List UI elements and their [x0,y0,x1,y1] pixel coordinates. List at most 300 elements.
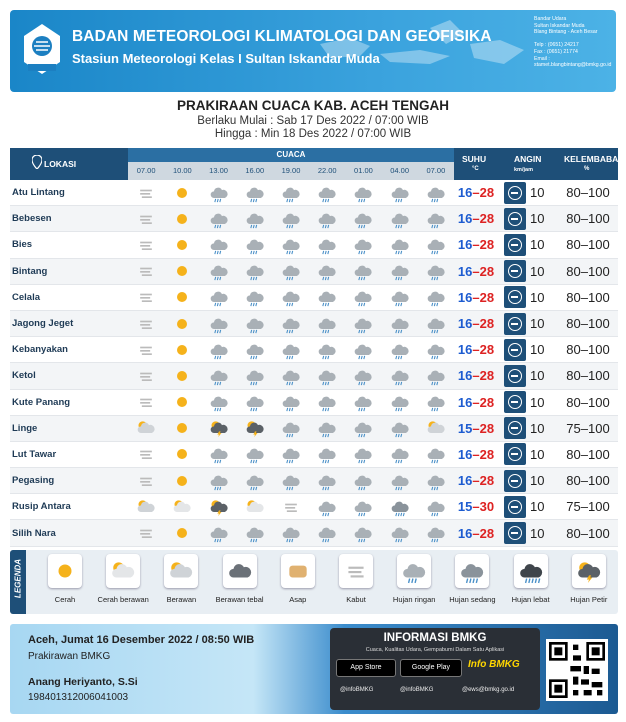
weather-icons [128,180,454,205]
weather-cell [128,520,164,545]
temp-min: 16 [457,211,473,227]
temp-min: 16 [457,237,473,253]
temperature [450,473,502,488]
wind-direction-icon [504,234,526,256]
hujan-petir-icon [209,497,229,517]
hujan-ringan-icon [317,287,337,307]
legend-label: Hujan lebat [511,595,550,604]
legend-label: Berawan tebal [215,595,264,604]
hujan-ringan-icon [245,209,265,229]
temp-min: 16 [457,525,473,541]
weather-cell [345,232,381,257]
table-row [10,206,618,232]
location-name: Atu Lintang [12,187,65,199]
table-row [10,520,618,546]
weather-cell [309,416,345,441]
weather-cell [164,442,200,467]
weather-icons [128,390,454,415]
location-name: Pegasing [12,475,55,487]
temp-min: 15 [457,420,473,436]
legend-item [385,554,443,604]
kabut-icon [136,392,156,412]
legend-tag-label: LEGENDA [13,558,23,599]
temp-min: 16 [457,473,473,489]
instagram-handle[interactable]: @infoBMKG [400,687,434,693]
weather-cell [200,494,236,519]
weather-icons [128,285,454,310]
weather-cell [200,206,236,231]
temp-max: 28 [479,263,495,279]
weather-cell [164,311,200,336]
weather-cell [418,337,454,362]
hujan-ringan-icon [245,287,265,307]
cerah-icon [172,314,192,334]
hujan-ringan-icon [245,366,265,386]
weather-cell [200,337,236,362]
table-row [10,363,618,389]
cerah-icon [172,340,192,360]
weather-cell [382,390,418,415]
weather-cell [237,390,273,415]
wind-direction-icon [504,391,526,413]
hujan-ringan-icon [281,418,301,438]
hujan-ringan-icon [209,340,229,360]
kabut-icon [136,261,156,281]
hujan-ringan-icon [317,340,337,360]
temp-max: 28 [479,289,495,305]
temp-max: 28 [479,211,495,227]
weather-cell [128,232,164,257]
weather-cell [237,363,273,388]
hujan-ringan-icon [209,235,229,255]
hujan-ringan-icon [426,183,446,203]
location-name: Kebanyakan [12,344,68,356]
forecast-title-block [0,98,626,140]
weather-cell [345,520,381,545]
hujan-lebat-icon [518,558,544,584]
contact-address [534,16,614,69]
kabut-icon [136,235,156,255]
temp-max: 28 [479,185,495,201]
location-name: Lut Tawar [12,448,57,460]
weather-cell [309,180,345,205]
hujan-ringan-icon [209,392,229,412]
hujan-ringan-icon [317,497,337,517]
weather-cell [382,285,418,310]
forecaster-name: Anang Heriyanto, S.Si [28,676,138,688]
header-angin: ANGIN [514,154,542,164]
time-slot: 19.00 [281,166,301,175]
temperature [450,264,502,279]
legend-item [211,554,269,604]
hujan-ringan-icon [426,209,446,229]
hujan-ringan-icon [209,471,229,491]
weather-cell [273,363,309,388]
kabut-icon [136,523,156,543]
wind-direction-icon [504,260,526,282]
weather-cell [128,494,164,519]
weather-cell [164,206,200,231]
temp-min: 16 [457,289,473,305]
location-name: Celala [12,291,40,303]
weather-cell [164,468,200,493]
forecaster-role: Prakirawan BMKG [28,651,111,662]
location-name: Bintang [12,265,48,277]
weather-icons [128,520,454,545]
hujan-ringan-icon [353,418,373,438]
temp-max: 28 [479,342,495,358]
table-row [10,285,618,311]
twitter-handle[interactable]: @infoBMKG [340,687,374,693]
hujan-ringan-icon [390,235,410,255]
kabut-icon [136,209,156,229]
wind-speed: 10 [530,525,545,541]
hujan-ringan-icon [245,314,265,334]
weather-cell [382,337,418,362]
wind-speed: 10 [530,499,545,515]
weather-cell [382,259,418,284]
address-line: Fax : (0651) 21774 [534,48,578,55]
cerah-icon [172,523,192,543]
temperature [450,368,502,383]
location-name: Ketol [12,370,36,382]
forecaster-nip: 198401312006041003 [28,692,129,703]
hujan-ringan-icon [281,209,301,229]
weather-cell [382,416,418,441]
weather-cell [382,363,418,388]
weather-cell [309,468,345,493]
weather-cell [309,494,345,519]
weather-cell [237,520,273,545]
hujan-ringan-icon [390,366,410,386]
temp-min: 16 [457,185,473,201]
hujan-petir-icon [576,558,602,584]
weather-icons [128,259,454,284]
legend-icon-box [514,554,548,588]
temperature [450,421,502,436]
address-line: Bandar Udara [534,16,567,22]
weather-cell [309,442,345,467]
temp-separator: – [472,342,480,358]
hujan-ringan-icon [209,261,229,281]
weather-cell [128,442,164,467]
qr-code[interactable] [546,639,608,701]
table-body [10,180,618,547]
weather-icons [128,442,454,467]
legend-icon-box [281,554,315,588]
hujan-sedang-icon [390,497,410,517]
agency-name: BADAN METEOROLOGI KLIMATOLOGI DAN GEOFISIKA [72,28,492,45]
temperature [450,526,502,541]
hujan-ringan-icon [426,497,446,517]
temperature [450,237,502,252]
weather-cell [418,232,454,257]
location-name: Bebesen [12,213,52,225]
hujan-ringan-icon [426,471,446,491]
wind-speed: 10 [530,316,545,332]
wind-direction-icon [504,443,526,465]
hujan-ringan-icon [353,261,373,281]
weather-cell [237,311,273,336]
legend-icon-box [106,554,140,588]
temp-max: 28 [479,394,495,410]
hujan-ringan-icon [245,444,265,464]
hujan-ringan-icon [317,261,337,281]
temp-max: 28 [479,237,495,253]
temp-separator: – [472,185,480,201]
weather-cell [237,442,273,467]
legend-icon-box [223,554,257,588]
wind-speed: 10 [530,185,545,201]
temp-min: 16 [457,446,473,462]
berawan-tebal-icon [227,558,253,584]
time-slot: 01.00 [354,166,373,175]
temp-separator: – [472,420,480,436]
humidity: 80–100 [566,289,610,305]
humidity: 80–100 [566,525,610,541]
cerah-icon [172,209,192,229]
weather-cell [237,180,273,205]
table-row [10,468,618,494]
hujan-ringan-icon [245,523,265,543]
hujan-ringan-icon [209,314,229,334]
temp-max: 28 [479,473,495,489]
legend-tag [10,550,26,614]
weather-cell [200,468,236,493]
weather-cell [237,285,273,310]
weather-cell [237,494,273,519]
time-slot: 07.00 [426,166,446,175]
table-row [10,259,618,285]
temp-separator: – [472,525,480,541]
humidity: 80–100 [566,368,610,384]
kabut-icon [136,287,156,307]
location-name: Kute Panang [12,396,71,408]
hujan-ringan-icon [353,497,373,517]
humidity: 80–100 [566,185,610,201]
weather-cell [237,206,273,231]
hujan-ringan-icon [426,235,446,255]
legend-label: Hujan sedang [449,595,496,604]
location-name: Jagong Jeget [12,318,74,330]
weather-cell [128,259,164,284]
temp-min: 16 [457,263,473,279]
weather-cell [200,390,236,415]
hujan-ringan-icon [390,340,410,360]
location-name: Rusip Antara [12,501,71,513]
google-play-button[interactable]: Google Play [400,659,462,677]
weather-cell [164,390,200,415]
time-slot: 04.00 [390,166,410,175]
temp-separator: – [472,473,480,489]
address-line: Email : [534,55,550,62]
temperature [450,447,502,462]
temp-separator: – [472,289,480,305]
time-slot: 16.00 [245,166,265,175]
legend-label: Berawan [166,595,197,604]
location-pin-icon [32,155,42,169]
weather-cell [273,337,309,362]
humidity: 80–100 [566,237,610,253]
wind-speed: 10 [530,394,545,410]
legend-item [560,554,618,604]
weather-cell [237,259,273,284]
wind-speed: 10 [530,368,545,384]
weather-cell [345,285,381,310]
hujan-ringan-icon [317,523,337,543]
weather-cell [200,520,236,545]
weather-cell [128,363,164,388]
weather-cell [164,363,200,388]
table-row [10,442,618,468]
hujan-ringan-icon [245,340,265,360]
cerah-icon [172,444,192,464]
cerah-icon [172,471,192,491]
weather-cell [273,206,309,231]
cerah-berawan-icon [110,558,136,584]
temp-min: 16 [457,316,473,332]
weather-cell [200,232,236,257]
hujan-ringan-icon [245,392,265,412]
email-contact[interactable]: @ews@bmkg.go.id [462,687,515,693]
app-store-button[interactable]: App Store [336,659,396,677]
issue-date: Aceh, Jumat 16 Desember 2022 / 08:50 WIB [28,634,255,646]
weather-cell [309,363,345,388]
temp-separator: – [472,446,480,462]
wind-direction-icon [504,522,526,544]
hujan-ringan-icon [390,209,410,229]
hujan-ringan-icon [426,444,446,464]
weather-cell [164,285,200,310]
wind-speed: 10 [530,446,545,462]
asap-icon [285,558,311,584]
temp-max: 30 [479,499,495,515]
time-slot: 13.00 [209,166,228,175]
wind-speed: 10 [530,211,545,227]
kabut-icon [136,444,156,464]
weather-cell [345,311,381,336]
weather-icons [128,363,454,388]
time-slot: 07.00 [136,166,156,175]
hujan-ringan-icon [245,183,265,203]
weather-cell [128,206,164,231]
hujan-ringan-icon [209,366,229,386]
wind-direction-icon [504,470,526,492]
legend-item [94,554,152,604]
weather-cell [273,520,309,545]
legend-label: Cerah berawan [97,595,149,604]
hujan-ringan-icon [353,366,373,386]
hujan-ringan-icon [209,183,229,203]
hujan-ringan-icon [317,471,337,491]
weather-cell [273,311,309,336]
legend [10,550,618,614]
hujan-ringan-icon [426,366,446,386]
hujan-ringan-icon [317,314,337,334]
hujan-ringan-icon [426,314,446,334]
hujan-ringan-icon [426,340,446,360]
berawan-icon [426,418,446,438]
weather-cell [345,494,381,519]
humidity: 80–100 [566,263,610,279]
hujan-ringan-icon [353,183,373,203]
weather-cell [309,311,345,336]
cerah-icon [172,261,192,281]
weather-cell [345,259,381,284]
wind-direction-icon [504,365,526,387]
weather-cell [164,180,200,205]
hujan-ringan-icon [281,287,301,307]
address-line: Blang Bintang - Aceh Besar [534,29,598,36]
weather-cell [382,206,418,231]
time-slots [128,162,454,180]
weather-cell [164,494,200,519]
weather-cell [345,337,381,362]
weather-cell [309,206,345,231]
weather-cell [200,259,236,284]
address-line: Telp : (0651) 24217 [534,42,579,49]
humidity: 80–100 [566,211,610,227]
legend-icon-box [572,554,606,588]
indonesia-map-graphic [310,14,530,86]
address-line: Sultan Iskandar Muda [534,22,585,29]
weather-cell [309,520,345,545]
weather-cell [273,259,309,284]
weather-cell [273,390,309,415]
weather-cell [418,259,454,284]
legend-label: Hujan Petir [570,595,608,604]
weather-cell [273,285,309,310]
hujan-ringan-icon [281,235,301,255]
hujan-ringan-icon [426,261,446,281]
hujan-ringan-icon [281,261,301,281]
weather-cell [345,390,381,415]
legend-label: Cerah [54,595,76,604]
temperature [450,290,502,305]
info-bmkg-brand: Info BMKG [468,659,520,670]
humidity: 75–100 [566,499,610,515]
temp-max: 28 [479,368,495,384]
wind-speed: 10 [530,473,545,489]
temp-separator: – [472,368,480,384]
kabut-icon [136,340,156,360]
hujan-ringan-icon [390,471,410,491]
weather-cell [164,232,200,257]
hujan-ringan-icon [390,444,410,464]
weather-cell [345,468,381,493]
weather-cell [128,180,164,205]
weather-cell [273,468,309,493]
weather-icons [128,311,454,336]
legend-icon-box [397,554,431,588]
header-suhu-unit: °C [472,166,479,172]
forecast-title: PRAKIRAAN CUACA KAB. ACEH TENGAH [177,98,449,113]
legend-item [36,554,94,604]
hujan-ringan-icon [281,392,301,412]
weather-cell [418,442,454,467]
weather-cell [164,520,200,545]
hujan-petir-icon [209,418,229,438]
hujan-ringan-icon [390,314,410,334]
location-name: Bies [12,239,33,251]
temp-min: 16 [457,342,473,358]
temp-max: 28 [479,525,495,541]
hujan-ringan-icon [353,314,373,334]
weather-cell [200,416,236,441]
cerah-icon [52,558,78,584]
legend-item [152,554,210,604]
header-lokasi: LOKASI [44,159,77,169]
